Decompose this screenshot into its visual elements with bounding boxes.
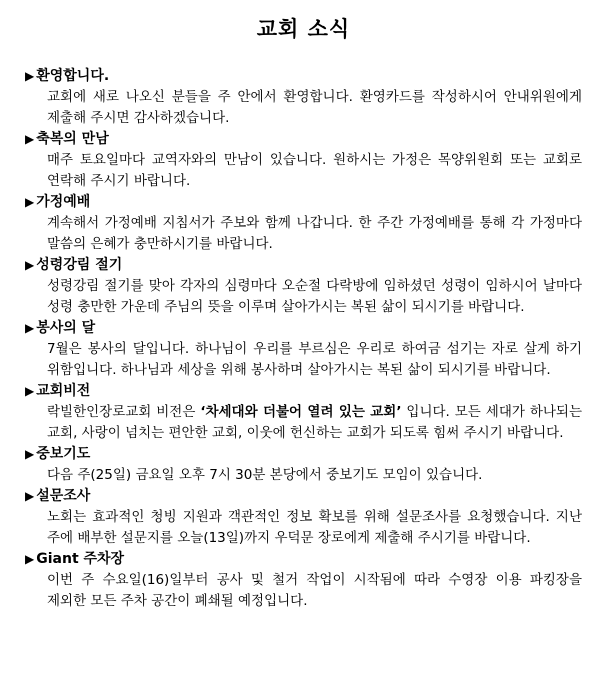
section-heading	[25, 255, 582, 276]
section-intercessory-prayer	[25, 444, 582, 486]
section-welcome	[25, 66, 582, 129]
section-heading-text: 환영합니다.	[36, 68, 110, 84]
section-heading	[25, 192, 582, 213]
section-body: 계속해서 가정예배 지침서가 주보와 함께 나갑니다. 한 주간 가정예배를 통해 각 가정마다 말씀의 은혜가 충만하시기를 바랍니다.	[47, 215, 582, 252]
arrow-right-icon: ▶	[25, 321, 35, 335]
section-body: 7월은 봉사의 달입니다. 하나님이 우리를 부르심은 우리로 하여금 섬기는 자로 살게 하기 위함입니다. 하나님과 세상을 위해 봉사하며 살아가시는 복된 삶이 되시기를 바랍니다.	[47, 341, 582, 378]
section-heading	[25, 444, 582, 465]
section-giant-parking	[25, 549, 582, 612]
section-heading	[25, 381, 582, 402]
arrow-right-icon: ▶	[25, 195, 35, 209]
section-heading-text: 성령강림 절기	[36, 257, 123, 273]
section-blessing-meeting	[25, 129, 582, 192]
section-body: 교회에 새로 나오신 분들을 주 안에서 환영합니다. 환영카드를 작성하시어 안내위원에게 제출해 주시면 감사하겠습니다.	[47, 89, 582, 126]
arrow-right-icon: ▶	[25, 132, 35, 146]
section-heading-text: 가정예배	[36, 194, 91, 210]
section-body: 다음 주(25일) 금요일 오후 7시 30분 본당에서 중보기도 모임이 있습니다.	[47, 467, 483, 483]
section-heading-text: 교회비전	[36, 383, 91, 399]
section-heading	[25, 66, 582, 87]
section-body	[47, 402, 582, 444]
arrow-right-icon: ▶	[25, 258, 35, 272]
section-body: 매주 토요일마다 교역자와의 만남이 있습니다. 원하시는 가정은 목양위원회 또는 교회로 연락해 주시기 바랍니다.	[47, 152, 582, 189]
page-title: 교회 소식	[256, 17, 351, 41]
section-pentecost	[25, 255, 582, 318]
section-heading	[25, 318, 582, 339]
section-heading	[25, 549, 582, 570]
vision-slogan: ‘차세대와 더불어 열려 있는 교회’	[200, 404, 402, 420]
section-heading	[25, 129, 582, 150]
section-heading-text: 봉사의 달	[36, 320, 96, 336]
vision-text-pre: 락빌한인장로교회 비전은	[47, 404, 201, 420]
section-heading-text: 축복의 만남	[36, 131, 109, 147]
section-body: 이번 주 수요일(16)일부터 공사 및 철거 작업이 시작됨에 따라 수영장 이용 파킹장을 제외한 모든 주차 공간이 폐쇄될 예정입니다.	[47, 572, 582, 609]
section-heading-text: 설문조사	[36, 488, 91, 504]
arrow-right-icon: ▶	[25, 489, 35, 503]
section-church-vision	[25, 381, 582, 444]
section-survey	[25, 486, 582, 549]
arrow-right-icon: ▶	[25, 552, 35, 566]
section-body: 노회는 효과적인 청빙 지원과 객관적인 정보 확보를 위해 설문조사를 요청했습니다. 지난 주에 배부한 설문지를 오늘(13일)까지 우덕문 장로에게 제출해 주시기를 바랍니다.	[47, 509, 582, 546]
arrow-right-icon: ▶	[25, 69, 35, 83]
section-family-worship	[25, 192, 582, 255]
vision-text-post: 입니다. 모든 세대가 하나되는 교회, 사랑이 넘치는 편안한 교회, 이웃에 헌신하는 교회가 되도록 힘써 주시기 바랍니다.	[47, 404, 582, 441]
arrow-right-icon: ▶	[25, 384, 35, 398]
section-heading-text: 중보기도	[36, 446, 91, 462]
section-heading	[25, 486, 582, 507]
section-body: 성령강림 절기를 맞아 각자의 심령마다 오순절 다락방에 임하셨던 성령이 임하시어 날마다 성령 충만한 가운데 주님의 뜻을 이루며 살아가시는 복된 삶이 되시기를 바랍니다.	[47, 278, 582, 315]
section-heading-text: Giant 주차장	[36, 551, 125, 567]
arrow-right-icon: ▶	[25, 447, 35, 461]
section-service-month	[25, 318, 582, 381]
